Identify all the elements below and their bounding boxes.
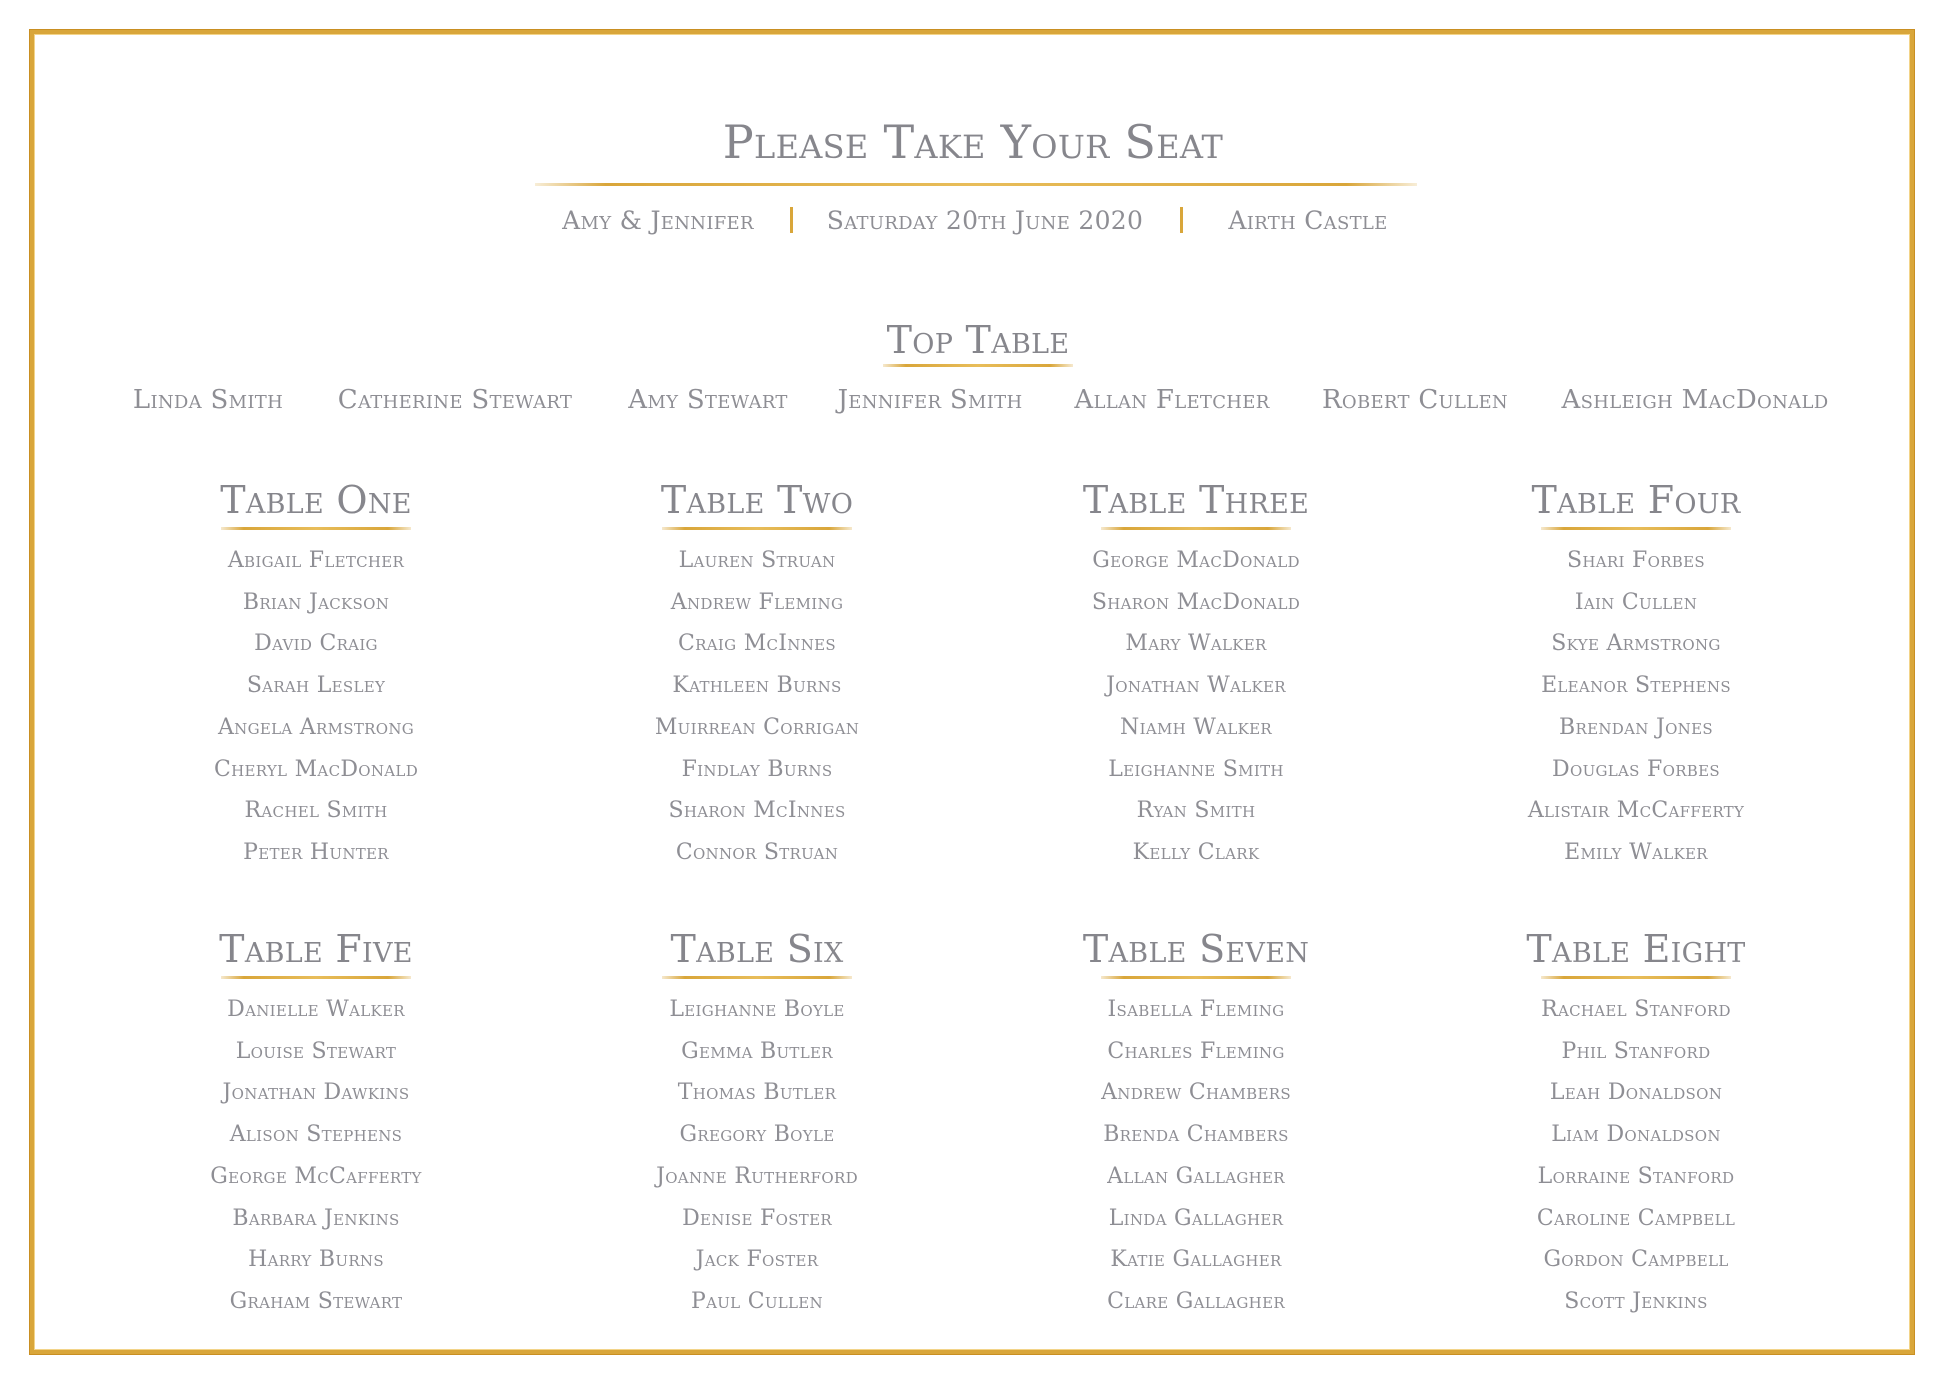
table-four (1436, 475, 1836, 874)
guest-name: Joanne Rutherford (656, 1163, 858, 1189)
guest-name: Jonathan Walker (1106, 673, 1286, 699)
table-title: Table Five (219, 927, 413, 971)
top-table-guest: Jennifer Smith (837, 385, 1023, 415)
guest-name: Iain Cullen (1574, 589, 1698, 615)
guest-name: Craig McInnes (678, 631, 836, 657)
guest-name: Sharon McInnes (668, 798, 846, 824)
table-underline (1541, 527, 1731, 530)
top-table-title: Top Table (886, 318, 1070, 362)
table-title: Table Six (670, 927, 844, 971)
guest-name: Jack Foster (695, 1247, 819, 1273)
info-divider (790, 207, 793, 233)
guest-name: Rachael Stanford (1541, 997, 1731, 1022)
guest-name: Eleanor Stephens (1541, 673, 1731, 699)
top-table-guest: Ashleigh MacDonald (1561, 385, 1829, 415)
event-info-row (0, 201, 1946, 241)
guest-name: Emily Walker (1564, 839, 1708, 865)
guest-name: Brendan Jones (1559, 714, 1713, 740)
table-three (996, 475, 1396, 874)
table-eight (1436, 924, 1836, 1323)
guest-name: Kathleen Burns (672, 673, 842, 699)
guest-name: Shari Forbes (1567, 548, 1705, 573)
event-venue: Airth Castle (1228, 206, 1388, 235)
guest-name: Brian Jackson (242, 589, 390, 615)
guest-name: Andrew Chambers (1101, 1080, 1291, 1106)
table-underline (221, 976, 411, 979)
top-table-guest: Robert Cullen (1322, 385, 1508, 415)
guest-name: Brenda Chambers (1103, 1122, 1289, 1148)
guest-name: Isabella Fleming (1107, 997, 1285, 1022)
guest-name: Skye Armstrong (1551, 631, 1721, 657)
guest-list (116, 540, 516, 874)
guest-name: Harry Burns (248, 1247, 384, 1273)
guest-name: Leah Donaldson (1549, 1080, 1723, 1106)
guest-name: Clare Gallagher (1107, 1288, 1285, 1314)
guest-list (116, 989, 516, 1323)
table-five (116, 924, 516, 1323)
guest-name: Charles Fleming (1107, 1038, 1285, 1064)
guest-name: Graham Stewart (229, 1288, 403, 1314)
guest-list (996, 540, 1396, 874)
guest-name: Niamh Walker (1120, 714, 1272, 740)
guest-name: Lorraine Stanford (1537, 1163, 1735, 1189)
guest-name: Lauren Struan (678, 548, 836, 573)
guest-name: Ryan Smith (1136, 798, 1256, 824)
guest-name: Alistair McCafferty (1527, 798, 1745, 824)
guest-name: Scott Jenkins (1564, 1288, 1708, 1314)
guest-list (1436, 540, 1836, 874)
table-underline (1101, 527, 1291, 530)
table-one (116, 475, 516, 874)
guest-name: George MacDonald (1092, 548, 1300, 573)
event-date: Saturday 20th June 2020 (826, 206, 1144, 235)
table-title: Table Three (1082, 478, 1310, 522)
page-title: Please Take Your Seat (722, 115, 1224, 169)
table-two (557, 475, 957, 874)
guest-name: Cheryl MacDonald (213, 756, 419, 782)
table-underline (1101, 976, 1291, 979)
table-title: Table Eight (1526, 927, 1746, 971)
top-table-guest: Catherine Stewart (337, 385, 573, 415)
guest-list (557, 989, 957, 1323)
table-underline (662, 976, 852, 979)
guest-name: Rachel Smith (244, 798, 388, 824)
table-title: Table One (220, 478, 412, 522)
table-six (557, 924, 957, 1323)
guest-name: Peter Hunter (243, 839, 389, 865)
guest-name: Sarah Lesley (246, 673, 386, 699)
guest-name: Abigail Fletcher (227, 548, 405, 573)
top-table-guest: Amy Stewart (628, 385, 788, 415)
guest-name: Katie Gallagher (1110, 1247, 1282, 1273)
guest-name: Caroline Campbell (1536, 1205, 1736, 1231)
guest-name: Barbara Jenkins (232, 1205, 400, 1231)
guest-name: Gregory Boyle (679, 1122, 835, 1148)
guest-name: Linda Gallagher (1108, 1205, 1284, 1231)
info-divider (1180, 207, 1183, 233)
table-title: Table Four (1531, 478, 1741, 522)
guest-name: Leighanne Boyle (669, 997, 845, 1022)
guest-list (1436, 989, 1836, 1323)
table-title: Table Seven (1082, 927, 1310, 971)
guest-name: Liam Donaldson (1551, 1122, 1721, 1148)
guest-name: Paul Cullen (690, 1288, 823, 1314)
guest-name: Mary Walker (1125, 631, 1267, 657)
guest-name: Phil Stanford (1561, 1038, 1711, 1064)
table-underline (1541, 976, 1731, 979)
table-title: Table Two (660, 478, 854, 522)
guest-name: Andrew Fleming (670, 589, 844, 615)
guest-name: Alison Stephens (229, 1122, 403, 1148)
guest-name: Gemma Butler (681, 1038, 833, 1064)
guest-name: Angela Armstrong (217, 714, 415, 740)
guest-name: Muirrean Corrigan (654, 714, 860, 740)
guest-name: David Craig (254, 631, 378, 657)
guest-name: Connor Struan (675, 839, 839, 865)
guest-list (996, 989, 1396, 1323)
guest-name: Kelly Clark (1132, 839, 1260, 865)
table-underline (662, 527, 852, 530)
guest-name: Thomas Butler (677, 1080, 837, 1106)
guest-name: Allan Gallagher (1107, 1163, 1285, 1189)
guest-name: Louise Stewart (235, 1038, 397, 1064)
title-underline (535, 183, 1417, 186)
guest-list (557, 540, 957, 874)
guest-name: Danielle Walker (227, 997, 405, 1022)
table-underline (221, 527, 411, 530)
guest-name: Jonathan Dawkins (222, 1080, 410, 1106)
couple-names: Amy & Jennifer (562, 206, 754, 235)
guest-name: Douglas Forbes (1552, 756, 1720, 782)
guest-name: Leighanne Smith (1108, 756, 1284, 782)
guest-name: Findlay Burns (681, 756, 833, 782)
guest-name: Sharon MacDonald (1091, 589, 1301, 615)
guest-name: George McCafferty (210, 1163, 422, 1189)
table-seven (996, 924, 1396, 1323)
top-table-underline (883, 364, 1073, 367)
guest-name: Gordon Campbell (1543, 1247, 1729, 1273)
top-table-guest: Linda Smith (132, 385, 284, 415)
guest-name: Denise Foster (682, 1205, 832, 1231)
top-table-guest: Allan Fletcher (1074, 385, 1270, 415)
